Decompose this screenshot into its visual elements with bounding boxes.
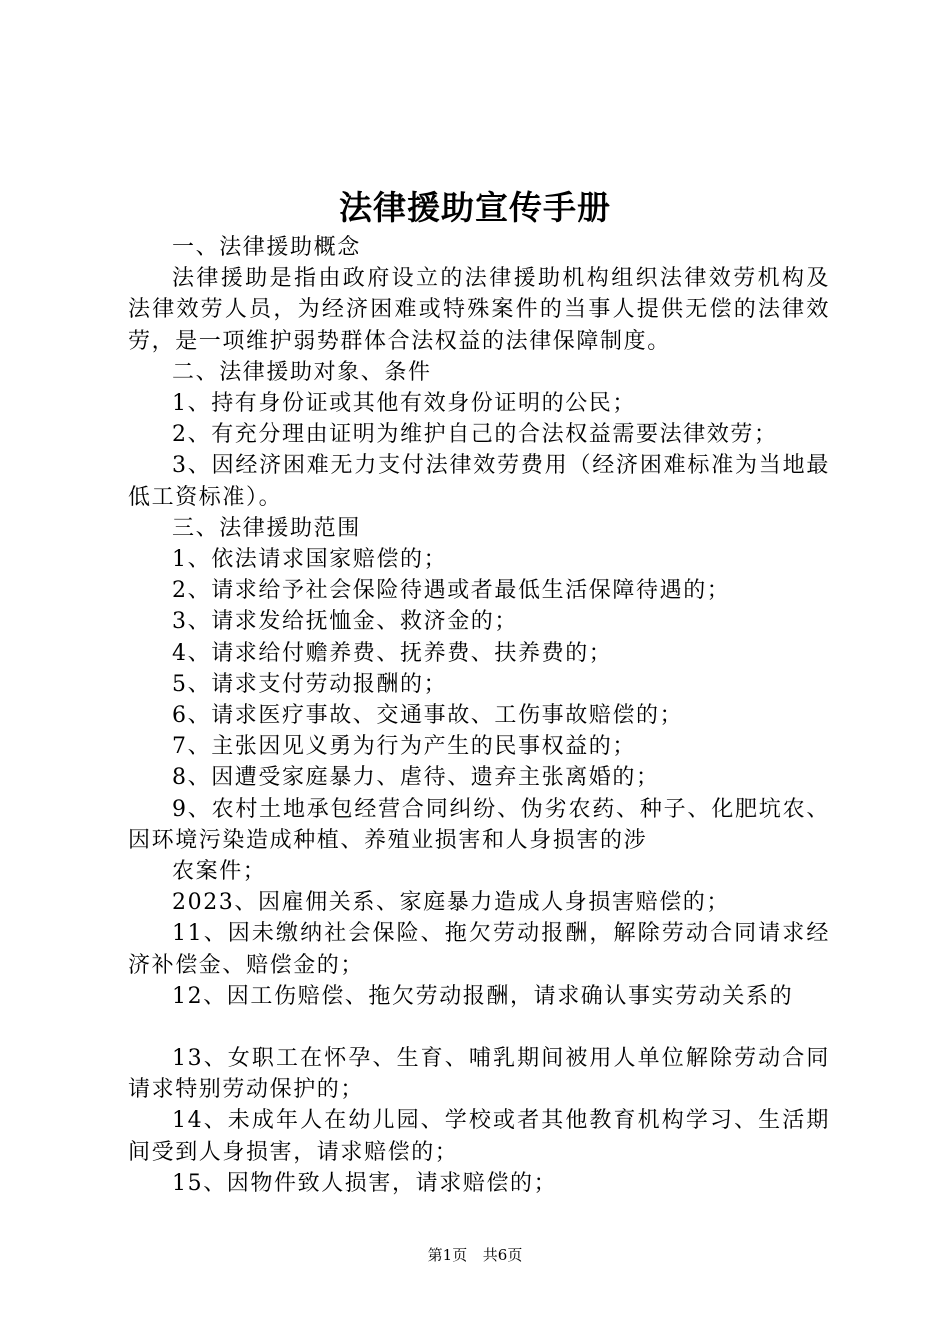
condition-item-1: 1、持有身份证或其他有效身份证明的公民；: [172, 391, 636, 417]
scope-item-2: 2、请求给予社会保险待遇或者最低生活保障待遇的；: [172, 578, 731, 604]
scope-item-11: 11、因未缴纳社会保险、拖欠劳动报酬，解除劳动合同请求经济补偿金、赔偿金的；: [128, 921, 830, 978]
section-heading-3: 三、法律援助范围: [172, 515, 361, 541]
section-heading-1: 一、法律援助概念: [172, 235, 361, 260]
paragraph-definition: 法律援助是指由政府设立的法律援助机构组织法律效劳机构及法律效劳人员，为经济困难或特殊案件的当事人提供无偿的法律效劳，是一项维护弱势群体合法权益的法律保障制度。: [128, 266, 830, 354]
scope-item-4: 4、请求给付赡养费、抚养费、扶养费的；: [172, 640, 613, 666]
scope-item-10: 2023、因雇佣关系、家庭暴力造成人身损害赔偿的；: [172, 890, 730, 916]
scope-item-13: 13、女职工在怀孕、生育、哺乳期间被用人单位解除劳动合同请求特别劳动保护的；: [128, 1046, 830, 1103]
page-total: 共6页: [482, 1246, 523, 1264]
document-title: 法律援助宣传手册: [339, 188, 611, 227]
scope-item-12: 12、因工伤赔偿、拖欠劳动报酬，请求确认事实劳动关系的: [172, 983, 794, 1009]
scope-item-1: 1、依法请求国家赔偿的；: [172, 547, 448, 573]
section-heading-2: 二、法律援助对象、条件: [172, 359, 432, 385]
page-number: 第1页: [427, 1246, 468, 1264]
condition-item-3: 3、因经济困难无力支付法律效劳费用（经济困难标准为当地最低工资标准）。: [128, 453, 830, 510]
document-body: [128, 232, 830, 1199]
scope-item-15: 15、因物件致人损害，请求赔偿的；: [172, 1170, 558, 1196]
scope-item-8: 8、因遭受家庭暴力、虐待、遗弃主张离婚的；: [172, 765, 660, 791]
page-footer: [0, 1245, 950, 1265]
scope-item-14: 14、未成年人在幼儿园、学校或者其他教育机构学习、生活期间受到人身损害，请求赔偿的；: [128, 1108, 830, 1165]
scope-item-5: 5、请求支付劳动报酬的；: [172, 671, 448, 697]
scope-item-3: 3、请求发给抚恤金、救济金的；: [172, 609, 518, 635]
scope-item-9: 9、农村土地承包经营合同纠纷、伪劣农药、种子、化肥坑农、因环境污染造成种植、养殖业损害和人身损害的涉: [128, 796, 830, 853]
scope-item-7: 7、主张因见义勇为行为产生的民事权益的；: [172, 734, 636, 760]
scope-item-9-continued: 农案件；: [172, 859, 267, 885]
condition-item-2: 2、有充分理由证明为维护自己的合法权益需要法律效劳；: [172, 422, 778, 448]
scope-item-6: 6、请求医疗事故、交通事故、工伤事故赔偿的；: [172, 703, 684, 729]
